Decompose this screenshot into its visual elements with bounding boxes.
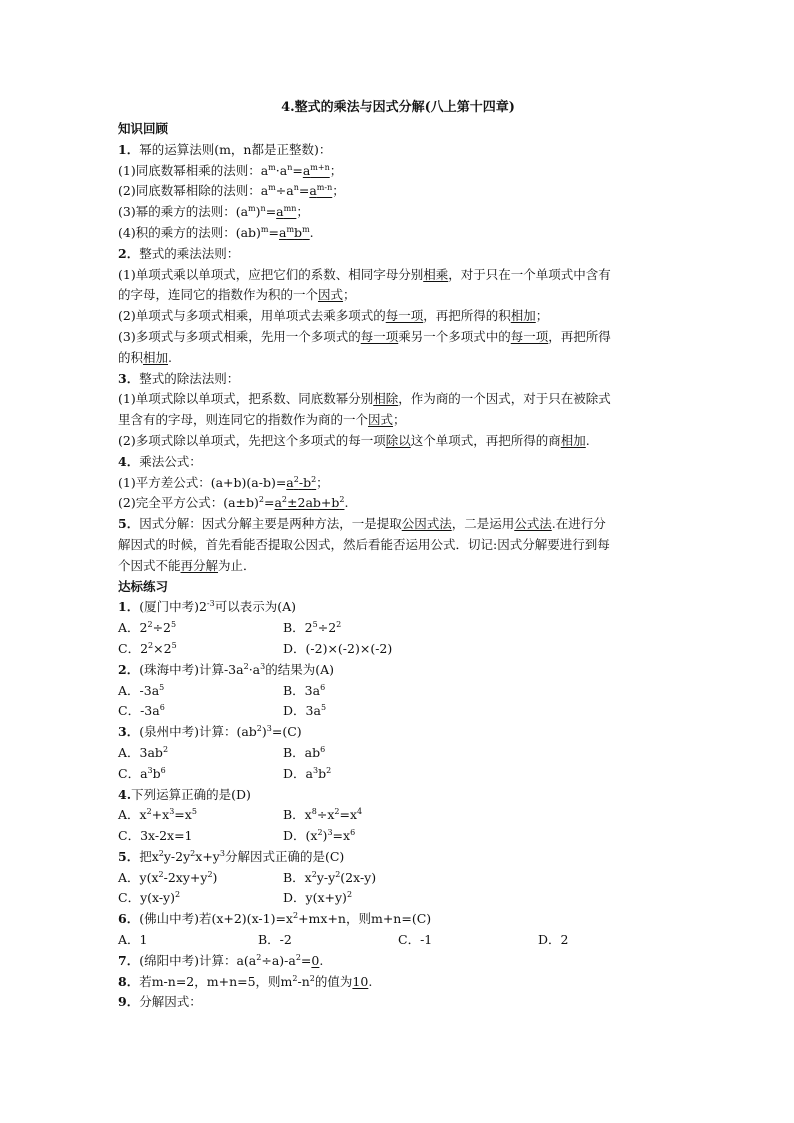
options-row: [118, 888, 678, 909]
review-item-2: 2．整式的乘法法则：: [118, 245, 240, 261]
question-5: 5．把$x^2y-2y^2x+y^3$分解因式正确的是(C): [118, 848, 345, 864]
question-9: 9．分解因式：: [118, 994, 202, 1010]
options-row: [118, 701, 678, 722]
option-a: A．$3ab^2$: [118, 744, 169, 760]
rule-line: (1)单项式除以单项式，把系数、同底数幂分别相除，作为商的一个因式，对于只在被除式: [118, 391, 611, 407]
rule-line: (2)多项式除以单项式，先把这个多项式的每一项除以这个单项式，再把所得的商相加.: [118, 432, 590, 448]
options-row: [118, 639, 678, 660]
option-a: A．$y(x^2-2xy+y^2)$: [118, 869, 218, 885]
option-d: D．$a^3b^2$: [283, 765, 332, 781]
review-item-4: 4．乘法公式：: [118, 453, 202, 469]
option-d: D．(-2)×(-2)×(-2): [283, 640, 393, 656]
rule-line: (2)完全平方公式：$(a\pm b)^2=a^2\pm 2ab+b^2$.: [118, 495, 349, 511]
answer-blank: $a^2-b^2$: [286, 474, 317, 490]
page-title: 4.整式的乘法与因式分解(八上第十四章): [281, 100, 515, 115]
answer-blank: $a^{mn}$: [276, 204, 297, 220]
option-b: B．$ab^6$: [283, 744, 326, 760]
option-c: C．-1: [398, 932, 433, 948]
options-row: [118, 618, 678, 639]
review-item-5: 5．因式分解：因式分解主要是两种方法，一是提取公因式法，二是运用公式法.在进行分: [118, 516, 606, 532]
review-item-3: 3．整式的除法法则：: [118, 370, 240, 386]
rule-line: 的积相加.: [118, 349, 173, 365]
review-heading: 知识回顾: [118, 121, 169, 136]
options-row: [118, 805, 678, 826]
rule-line: (1)单项式乘以单项式，应把它们的系数、相同字母分别相乘，对于只在一个单项式中含有: [118, 266, 611, 282]
option-a: A．$-3a^5$: [118, 682, 165, 698]
rule-line: 里含有的字母，则连同它的指数作为商的一个因式；: [118, 412, 406, 428]
rule-line: 的字母，连同它的指数作为积的一个因式；: [118, 287, 356, 303]
rule-line: (4)积的乘方的法则：$(ab)^m=a^mb^m$.: [118, 224, 314, 240]
options-row: [118, 743, 678, 764]
rule-line: (2)同底数幂相除的法则：$a^m\div a^n=a^{m-n}$；: [118, 183, 345, 199]
question-6: 6．(佛山中考)若$(x+2)(x-1)=x^2+mx+n$，则m+n=(C): [118, 911, 432, 927]
rule-line: 个因式不能再分解为止．: [118, 557, 256, 573]
question-3: 3．(泉州中考)计算：$(ab^2)^3=(C)$: [118, 724, 302, 740]
option-b: B．-2: [258, 932, 292, 948]
rule-line: (3)多项式与多项式相乘，先用一个多项式的每一项乘另一个多项式中的每一项，再把所得: [118, 328, 611, 344]
option-a: A．$2^2\div 2^5$: [118, 620, 177, 636]
answer-blank: 0: [311, 952, 320, 968]
review-item-1: 1．幂的运算法则(m，n都是正整数)：: [118, 141, 332, 157]
option-b: B．$3a^6$: [283, 682, 326, 698]
options-row: [118, 868, 678, 889]
rule-line: (1)平方差公式：$(a+b)(a-b)=a^2-b^2$；: [118, 474, 329, 490]
options-row: [118, 764, 678, 785]
question-1: 1．(厦门中考)$2^{-3}$可以表示为(A): [118, 599, 296, 615]
option-d: D．$3a^5$: [283, 703, 327, 719]
rule-line: 解因式的时候，首先看能否提取公因式，然后看能否运用公式．切记:因式分解要进行到每: [118, 536, 610, 552]
option-c: C．$2^2\times 2^5$: [118, 640, 177, 656]
document-page: [118, 98, 678, 1013]
options-row: [118, 930, 678, 951]
option-a: A．1: [118, 932, 148, 948]
answer-blank: $a^2\pm 2ab+b^2$: [274, 495, 345, 511]
answer-blank: $a^{m+n}$: [302, 162, 330, 178]
rule-line: (2)单项式与多项式相乘，用单项式去乘多项式的每一项，再把所得的积相加；: [118, 308, 549, 324]
answer-blank: $a^{m-n}$: [309, 183, 333, 199]
rule-line: (3)幂的乘方的法则：$(a^m)^n=a^{mn}$；: [118, 204, 309, 220]
option-c: C．$y(x-y)^2$: [118, 890, 181, 906]
question-2: 2．(珠海中考)计算$-3a^2\cdot a^3$的结果为(A): [118, 661, 334, 677]
rule-line: (1)同底数幂相乘的法则：$a^m\cdot a^n=a^{m+n}$；: [118, 162, 343, 178]
option-a: A．$x^2+x^3=x^5$: [118, 807, 197, 823]
option-c: C．$a^3b^6$: [118, 765, 166, 781]
question-7: 7．(绵阳中考)计算：$a(a^2\div a)-a^2=0$.: [118, 952, 324, 968]
option-b: B．$2^5\div 2^2$: [283, 620, 342, 636]
answer-blank: $a^mb^m$: [279, 224, 310, 240]
practice-heading: 达标练习: [118, 578, 169, 594]
option-c: C．$-3a^6$: [118, 703, 165, 719]
option-b: B．$x^2y-y^2(2x-y)$: [283, 869, 377, 885]
options-row: [118, 826, 678, 847]
option-d: D．2: [538, 932, 569, 948]
question-8: 8．若m-n=2，m+n=5，则$m^2-n^2$的值为10.: [118, 973, 373, 989]
option-b: B．$x^8\div x^2=x^4$: [283, 807, 363, 823]
question-4: 4.下列运算正确的是(D): [118, 786, 251, 802]
option-d: D．$(x^2)^3=x^6$: [283, 828, 356, 844]
answer-blank: 10: [352, 973, 369, 989]
options-row: [118, 681, 678, 702]
option-c: C．3x-2x=1: [118, 828, 193, 844]
option-d: D．$y(x+y)^2$: [283, 890, 353, 906]
